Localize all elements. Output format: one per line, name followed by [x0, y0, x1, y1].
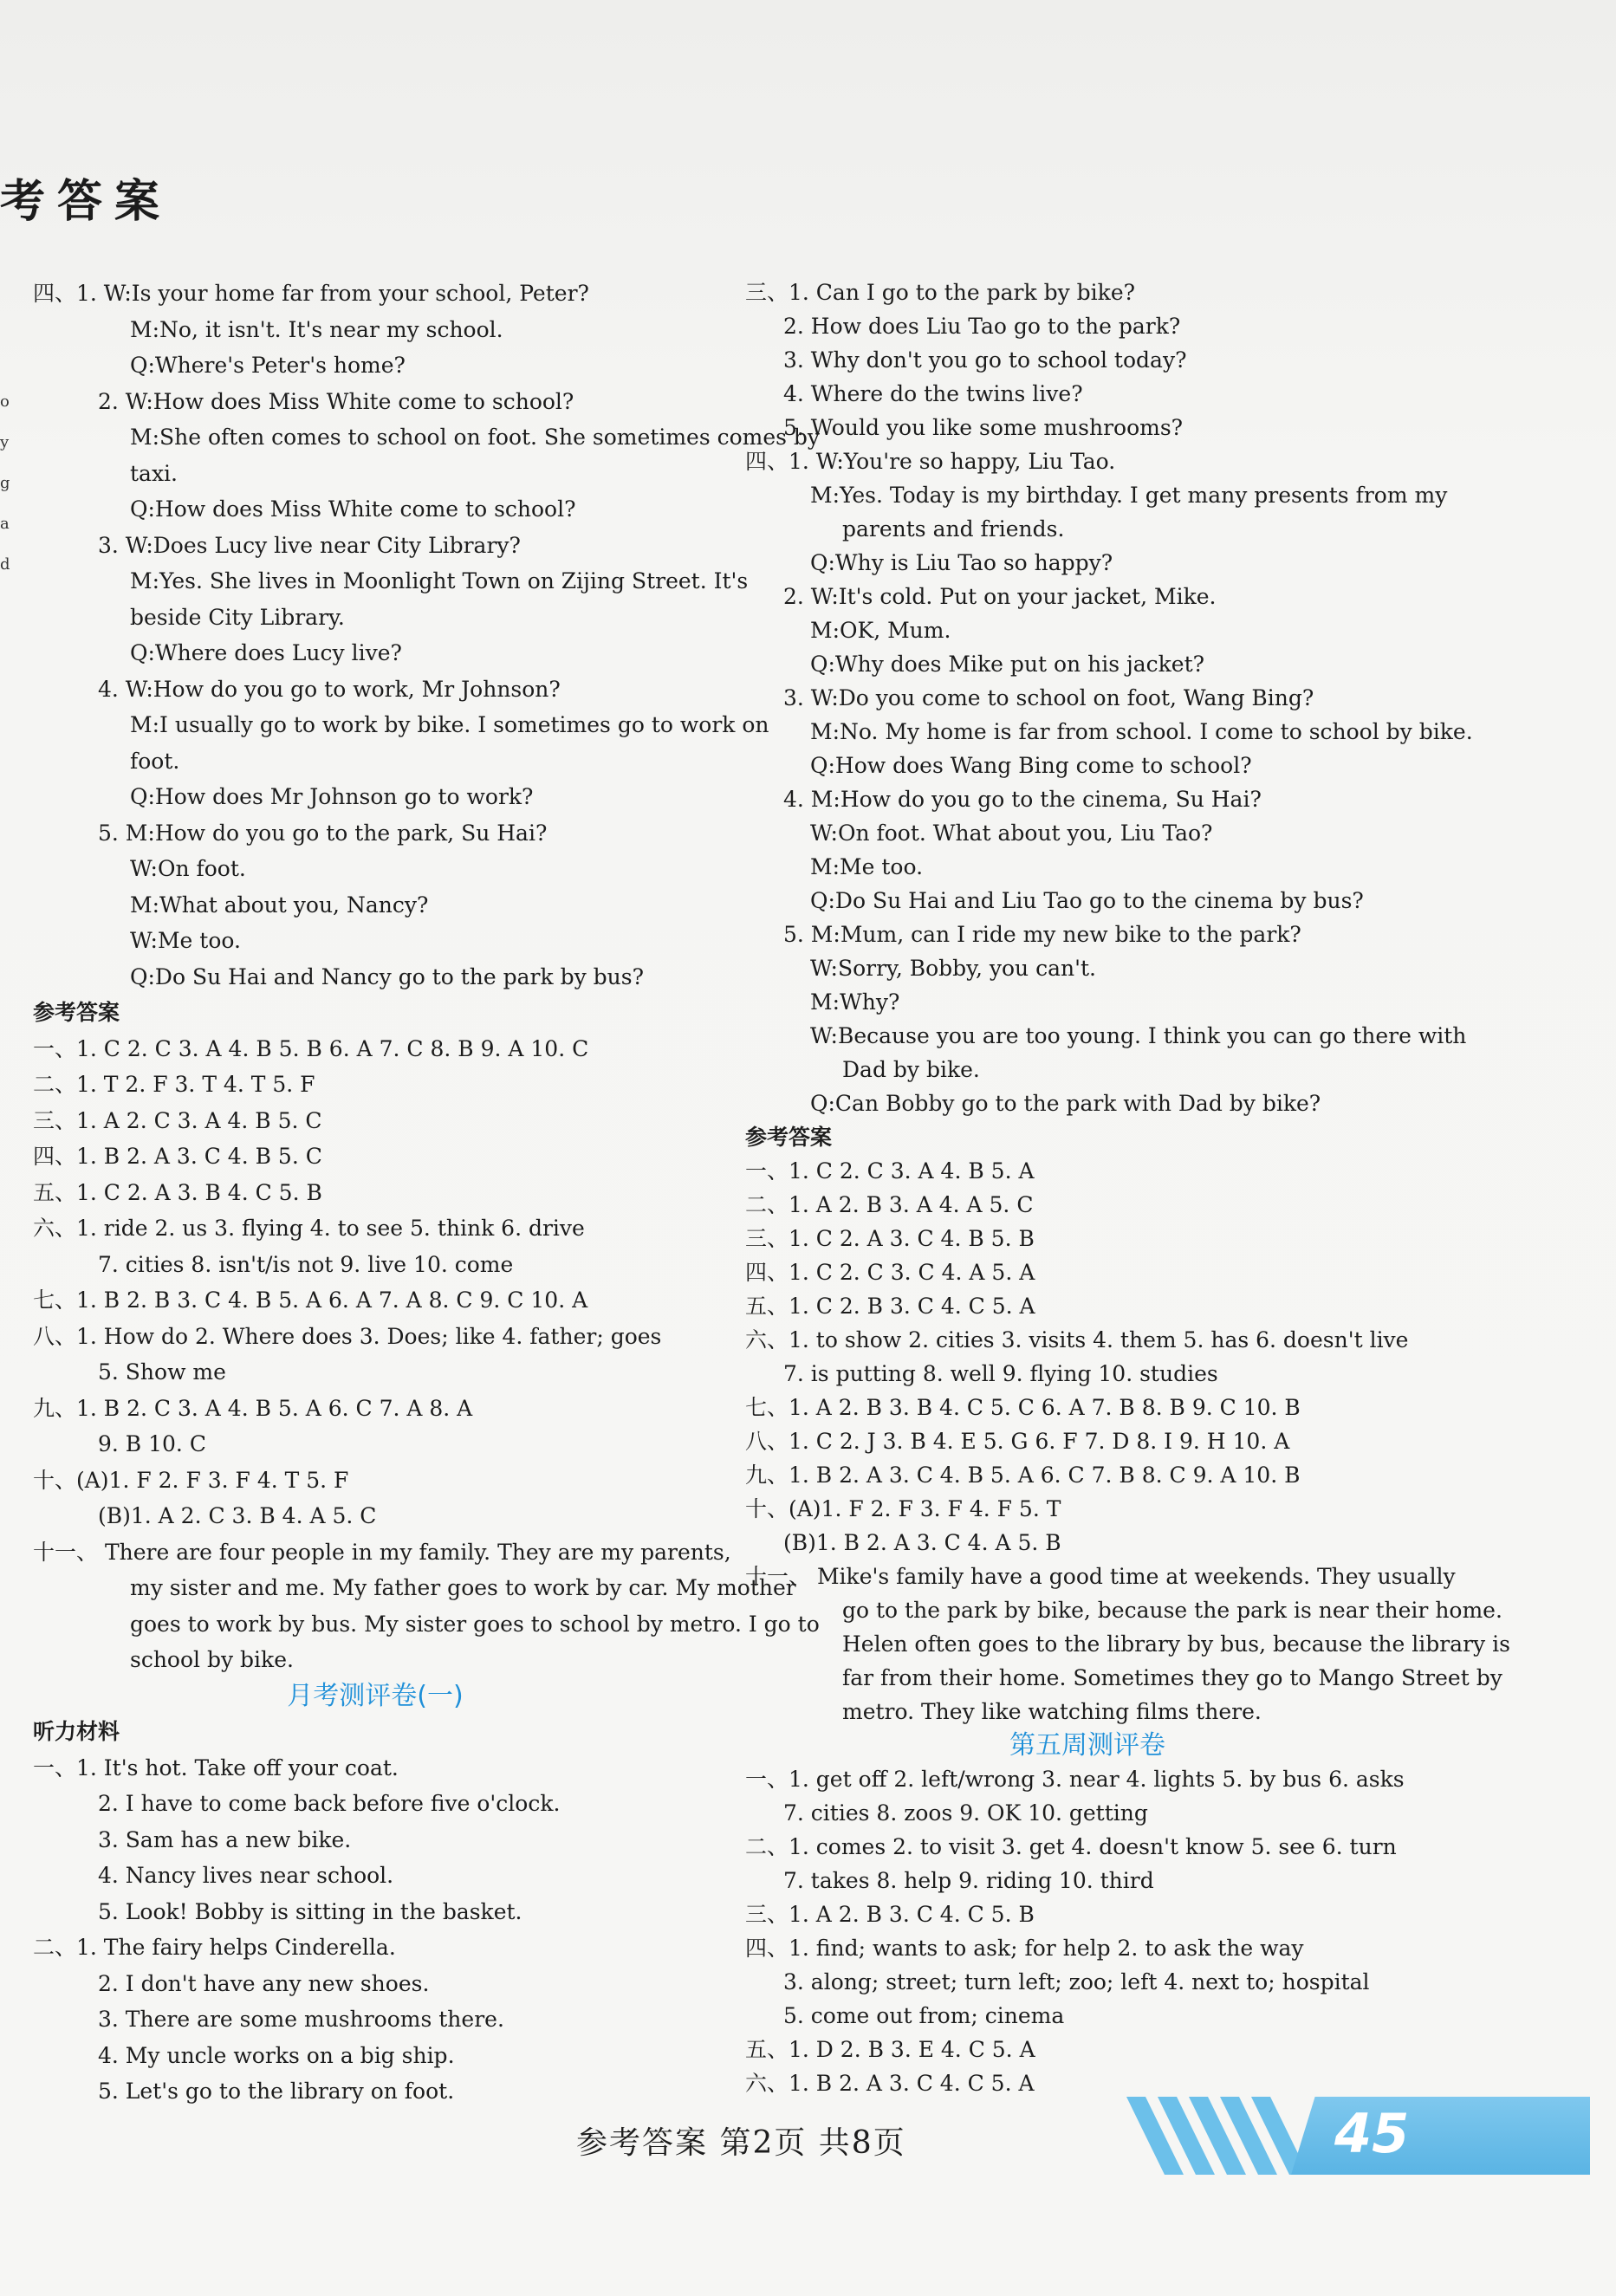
right-line: 七、1. A 2. B 3. B 4. C 5. C 6. A 7. B 8. B 9. C 10. B: [745, 1395, 1301, 1420]
left-line: 5. Show me: [98, 1359, 226, 1385]
right-line: 六、1. to show 2. cities 3. visits 4. them 5. has 6. doesn't live: [745, 1327, 1409, 1352]
left-line: 5. Look! Bobby is sitting in the basket.: [98, 1898, 522, 1924]
right-line: W:On foot. What about you, Liu Tao?: [810, 820, 1213, 846]
right-line: Q:Why does Mike put on his jacket?: [810, 652, 1205, 677]
left-line: taxi.: [130, 460, 178, 486]
right-line: 7. takes 8. help 9. riding 10. third: [783, 1868, 1154, 1893]
left-line: 二、1. T 2. F 3. T 4. T 5. F: [33, 1072, 315, 1097]
right-line: W:Sorry, Bobby, you can't.: [810, 956, 1096, 981]
right-line: 3. along; street; turn left; zoo; left 4. next to; hospital: [783, 1969, 1370, 1994]
left-line: 一、1. C 2. C 3. A 4. B 5. B 6. A 7. C 8. B 9. A 10. C: [33, 1035, 589, 1061]
left-line: 二、1. The fairy helps Cinderella.: [33, 1935, 396, 1960]
left-line: 3. There are some mushrooms there.: [98, 2007, 504, 2032]
left-line: 7. cities 8. isn't/is not 9. live 10. come: [98, 1251, 514, 1277]
right-line: M:Why?: [810, 989, 900, 1015]
footer-caption: 参考答案 第2页 共8页: [576, 2125, 906, 2161]
left-line: 2. I have to come back before five o'clock.: [98, 1791, 561, 1816]
right-line: 四、1. C 2. C 3. C 4. A 5. A: [745, 1260, 1035, 1285]
right-line: 4. M:How do you go to the cinema, Su Hai?: [783, 787, 1262, 812]
right-line: Q:How does Wang Bing come to school?: [810, 753, 1252, 778]
left-line: M:She often comes to school on foot. She sometimes comes by: [130, 425, 821, 450]
page-title: 考答案: [0, 175, 172, 228]
left-line: Q:Where does Lucy live?: [130, 640, 402, 665]
margin-mark: d: [0, 555, 10, 574]
left-line: 六、1. ride 2. us 3. flying 4. to see 5. think 6. drive: [33, 1216, 585, 1241]
left-line: 八、1. How do 2. Where does 3. Does; like 4. father; goes: [33, 1323, 662, 1349]
right-line: Q:Can Bobby go to the park with Dad by bike?: [810, 1091, 1321, 1116]
right-line: far from their home. Sometimes they go to Mango Street by: [842, 1665, 1502, 1690]
margin-mark: o: [0, 392, 10, 411]
left-line: 2. I don't have any new shoes.: [98, 1970, 430, 1996]
left-line: 十、(A)1. F 2. F 3. F 4. T 5. F: [33, 1467, 349, 1493]
page-number: 45: [1334, 2102, 1410, 2165]
right-line: 八、1. C 2. J 3. B 4. E 5. G 6. F 7. D 8. I 9. H 10. A: [745, 1429, 1290, 1454]
left-line: 3. Sam has a new bike.: [98, 1826, 352, 1852]
left-section-heading: 听力材料: [33, 1719, 120, 1744]
right-line: 5. M:Mum, can I ride my new bike to the park?: [783, 922, 1301, 947]
left-line: Q:Where's Peter's home?: [130, 353, 406, 378]
left-line: M:No, it isn't. It's near my school.: [130, 316, 503, 342]
right-line: metro. They like watching films there.: [842, 1699, 1262, 1724]
left-line: 2. W:How does Miss White come to school?: [98, 388, 574, 414]
left-line: 十一、 There are four people in my family. They are my parents,: [33, 1539, 731, 1565]
left-line: Q:Do Su Hai and Nancy go to the park by bus?: [130, 963, 644, 989]
left-line: foot.: [130, 748, 180, 774]
left-line: 五、1. C 2. A 3. B 4. C 5. B: [33, 1179, 322, 1205]
right-line: 九、1. B 2. A 3. C 4. B 5. A 6. C 7. B 8. C 9. A 10. B: [745, 1463, 1301, 1488]
left-line: 3. W:Does Lucy live near City Library?: [98, 532, 521, 558]
page-footer: [0, 2079, 1616, 2175]
left-line: 四、1. B 2. A 3. C 4. B 5. C: [33, 1144, 322, 1169]
left-line: 一、1. It's hot. Take off your coat.: [33, 1754, 399, 1780]
left-line: goes to work by bus. My sister goes to school by metro. I go to: [130, 1611, 820, 1637]
right-line: 3. Why don't you go to school today?: [783, 347, 1187, 373]
margin-mark: y: [0, 433, 10, 451]
right-line: 十、(A)1. F 2. F 3. F 4. F 5. T: [745, 1496, 1061, 1521]
right-line: M:Me too.: [810, 854, 924, 879]
right-line: parents and friends.: [842, 516, 1065, 542]
right-line: M:OK, Mum.: [810, 618, 951, 643]
right-line: 五、1. C 2. B 3. C 4. C 5. A: [745, 1294, 1035, 1319]
right-line: W:Because you are too young. I think you can go there with: [810, 1023, 1467, 1048]
left-line: M:I usually go to work by bike. I sometimes go to work on: [130, 712, 769, 737]
right-line: 四、1. find; wants to ask; for help 2. to ask the way: [745, 1936, 1304, 1961]
left-line: beside City Library.: [130, 604, 345, 630]
right-test-title: 第五周测评卷: [1009, 1730, 1165, 1761]
right-line: 3. W:Do you come to school on foot, Wang Bing?: [783, 685, 1314, 710]
left-line: 5. M:How do you go to the park, Su Hai?: [98, 820, 548, 846]
right-line: M:Yes. Today is my birthday. I get many presents from my: [810, 483, 1448, 508]
left-line: W:Me too.: [130, 928, 241, 953]
left-line: 5. Let's go to the library on foot.: [98, 2079, 455, 2104]
right-line: 一、1. C 2. C 3. A 4. B 5. A: [745, 1158, 1035, 1184]
margin-mark: a: [0, 515, 10, 533]
left-line: M:What about you, Nancy?: [130, 892, 429, 918]
right-line: 三、1. Can I go to the park by bike?: [745, 280, 1136, 305]
right-line: 一、1. get off 2. left/wrong 3. near 4. lights 5. by bus 6. asks: [745, 1767, 1405, 1792]
margin-mark: g: [0, 474, 10, 492]
right-line: (B)1. B 2. A 3. C 4. A 5. B: [783, 1530, 1061, 1555]
left-line: (B)1. A 2. C 3. B 4. A 5. C: [98, 1503, 377, 1528]
margin-marks: [0, 381, 10, 585]
left-line: 四、1. W:Is your home far from your school, Peter?: [33, 281, 589, 306]
right-line: 五、1. D 2. B 3. E 4. C 5. A: [745, 2037, 1035, 2062]
right-line: Dad by bike.: [842, 1057, 980, 1082]
right-line: 四、1. W:You're so happy, Liu Tao.: [745, 449, 1116, 474]
right-line: 2. W:It's cold. Put on your jacket, Mike.: [783, 584, 1217, 609]
left-line: 七、1. B 2. B 3. C 4. B 5. A 6. A 7. A 8. C 9. C 10. A: [33, 1287, 588, 1313]
right-line: 2. How does Liu Tao go to the park?: [783, 314, 1181, 339]
left-test-title: 月考测评卷(一): [287, 1680, 464, 1711]
right-line: 5. come out from; cinema: [783, 2003, 1065, 2028]
left-line: 4. Nancy lives near school.: [98, 1863, 394, 1888]
right-column: [745, 276, 1510, 2100]
right-line: Q:Why is Liu Tao so happy?: [810, 550, 1113, 575]
left-line: M:Yes. She lives in Moonlight Town on Zijing Street. It's: [130, 568, 749, 593]
left-line: W:On foot.: [130, 856, 246, 881]
right-line: 二、1. A 2. B 3. A 4. A 5. C: [745, 1192, 1034, 1217]
right-line: 7. cities 8. zoos 9. OK 10. getting: [783, 1800, 1148, 1826]
right-line: 十一、 Mike's family have a good time at weekends. They usually: [745, 1564, 1456, 1589]
right-line: 4. Where do the twins live?: [783, 381, 1083, 406]
right-line: go to the park by bike, because the park is near their home.: [842, 1598, 1502, 1623]
left-line: Q:How does Miss White come to school?: [130, 496, 576, 522]
left-line: school by bike.: [130, 1647, 294, 1672]
left-line: my sister and me. My father goes to work by car. My mother: [130, 1575, 796, 1600]
right-line: 三、1. A 2. B 3. C 4. C 5. B: [745, 1902, 1035, 1927]
right-line: 二、1. comes 2. to visit 3. get 4. doesn't know 5. see 6. turn: [745, 1834, 1397, 1859]
right-line: Helen often goes to the library by bus, because the library is: [842, 1631, 1510, 1657]
right-section-heading: 参考答案: [745, 1125, 833, 1150]
right-line: 三、1. C 2. A 3. C 4. B 5. B: [745, 1226, 1035, 1251]
right-line: 六、1. B 2. A 3. C 4. C 5. A: [745, 2071, 1035, 2096]
right-line: 7. is putting 8. well 9. flying 10. studies: [783, 1361, 1218, 1386]
right-line: Q:Do Su Hai and Liu Tao go to the cinema by bus?: [810, 888, 1364, 913]
left-line: 九、1. B 2. C 3. A 4. B 5. A 6. C 7. A 8. A: [33, 1395, 473, 1421]
left-line: 三、1. A 2. C 3. A 4. B 5. C: [33, 1107, 322, 1133]
right-line: M:No. My home is far from school. I come to school by bike.: [810, 719, 1473, 744]
left-line: 4. W:How do you go to work, Mr Johnson?: [98, 676, 561, 702]
left-line: 9. B 10. C: [98, 1431, 206, 1456]
right-line: 5. Would you like some mushrooms?: [783, 415, 1184, 440]
left-section-heading: 参考答案: [33, 1000, 120, 1025]
left-line: 4. My uncle works on a big ship.: [98, 2042, 455, 2068]
left-column: [33, 276, 821, 2110]
left-line: Q:How does Mr Johnson go to work?: [130, 784, 534, 809]
